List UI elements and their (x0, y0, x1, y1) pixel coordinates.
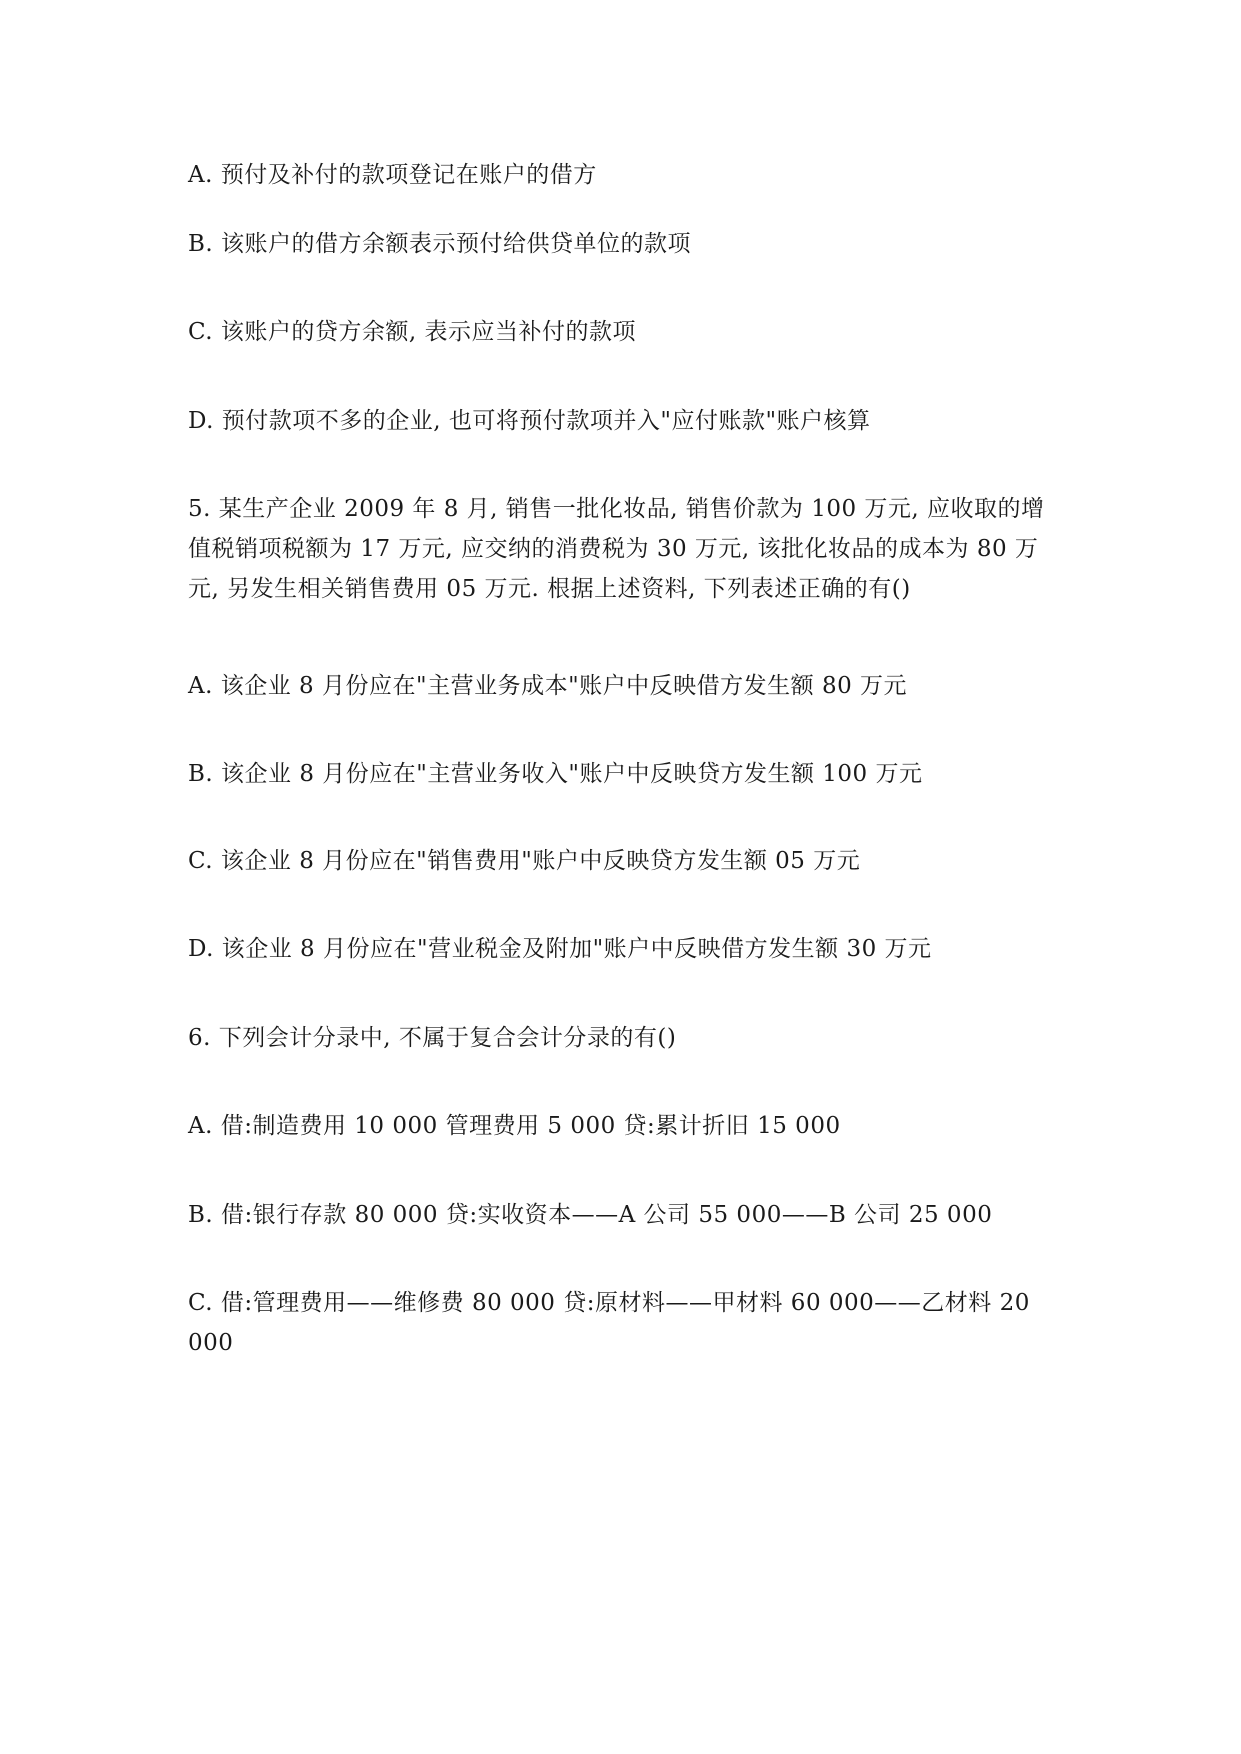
q5-stem-line-3: 元, 另发生相关销售费用 05 万元. 根据上述资料, 下列表述正确的有() (188, 576, 911, 602)
q6-option-c-line-2: 000 (188, 1330, 234, 1356)
q4-option-d: D. 预付款项不多的企业, 也可将预付款项并入"应付账款"账户核算 (188, 408, 871, 434)
q5-stem-line-1: 5. 某生产企业 2009 年 8 月, 销售一批化妆品, 销售价款为 100 万元, 应收取的增 (188, 496, 1045, 522)
q6-option-c (188, 1283, 1058, 1363)
q5-option-c: C. 该企业 8 月份应在"销售费用"账户中反映贷方发生额 05 万元 (188, 848, 861, 874)
q6-option-b: B. 借:银行存款 80 000 贷:实收资本——A 公司 55 000——B 公司 25 000 (188, 1202, 993, 1228)
q5-option-b: B. 该企业 8 月份应在"主营业务收入"账户中反映贷方发生额 100 万元 (188, 761, 923, 787)
q5-option-d: D. 该企业 8 月份应在"营业税金及附加"账户中反映借方发生额 30 万元 (188, 936, 932, 962)
q5-option-a: A. 该企业 8 月份应在"主营业务成本"账户中反映借方发生额 80 万元 (188, 673, 908, 699)
q6-option-c-line-1: C. 借:管理费用——维修费 80 000 贷:原材料——甲材料 60 000——乙材料 20 (188, 1290, 1030, 1316)
q6-stem: 6. 下列会计分录中, 不属于复合会计分录的有() (188, 1025, 677, 1051)
q4-option-a: A. 预付及补付的款项登记在账户的借方 (188, 162, 597, 188)
q6-option-a: A. 借:制造费用 10 000 管理费用 5 000 贷:累计折旧 15 000 (188, 1113, 841, 1139)
q4-option-c: C. 该账户的贷方余额, 表示应当补付的款项 (188, 319, 637, 345)
q4-option-b: B. 该账户的借方余额表示预付给供贷单位的款项 (188, 231, 692, 257)
q5-stem-line-2: 值税销项税额为 17 万元, 应交纳的消费税为 30 万元, 该批化妆品的成本为 80 万 (188, 536, 1039, 562)
q5-stem (188, 489, 1058, 609)
